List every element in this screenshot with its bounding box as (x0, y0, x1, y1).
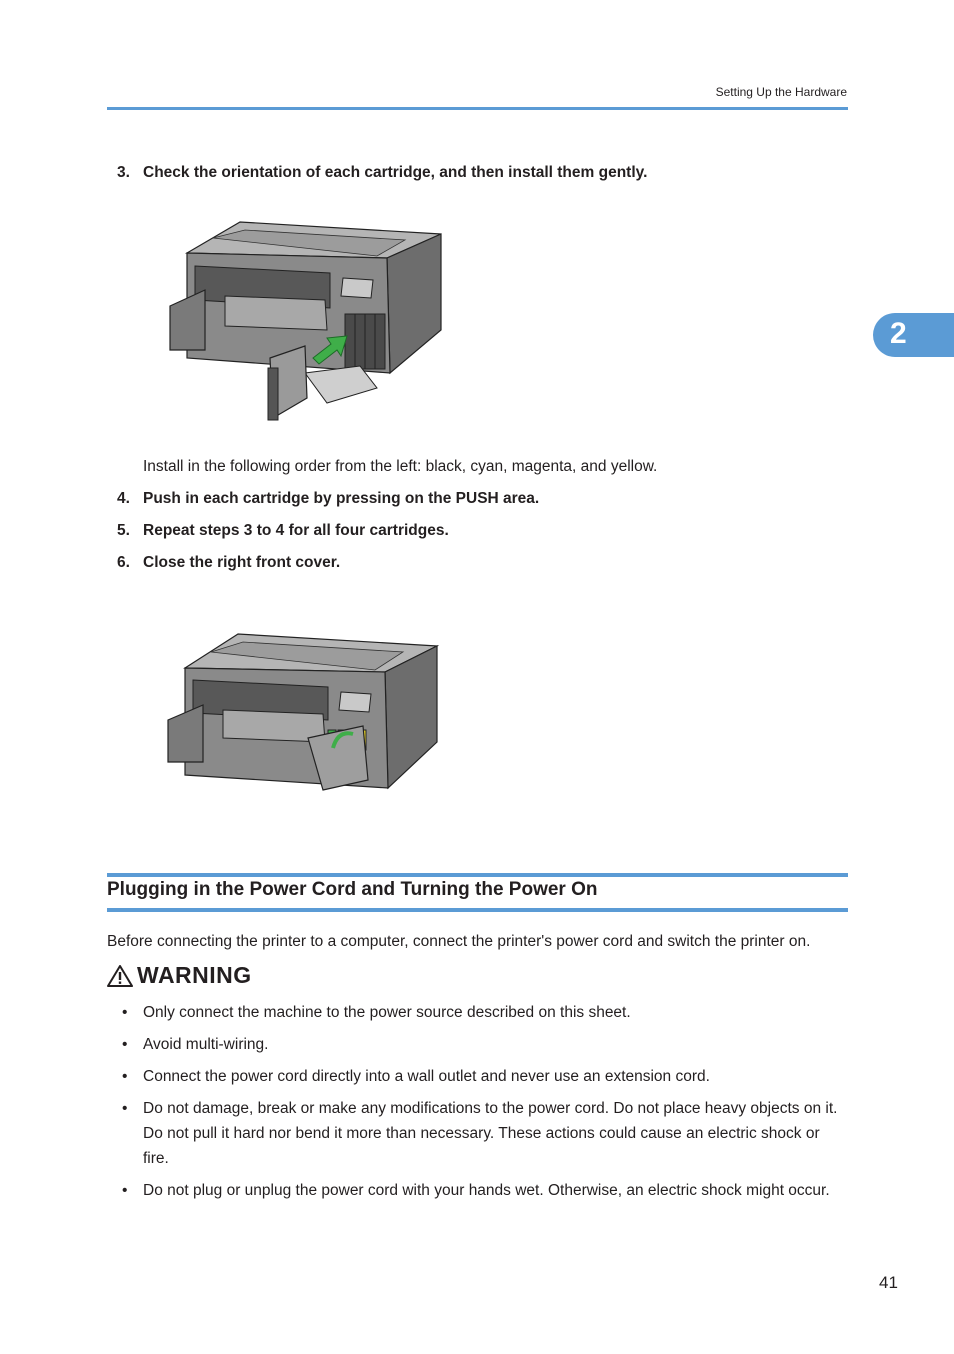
bullet-icon: • (122, 1100, 128, 1117)
step-6 (107, 554, 340, 572)
list-item (107, 1064, 848, 1089)
printer-close-cover-illustration (163, 630, 443, 795)
section-intro: Before connecting the printer to a computer, connect the printer's power cord and switch the printer on. (107, 933, 811, 950)
step-3 (107, 164, 647, 182)
step-text: Repeat steps 3 to 4 for all four cartridges. (143, 522, 449, 539)
step-number: 3. (117, 164, 130, 181)
list-item (107, 1096, 848, 1171)
bullet-icon: • (122, 1036, 128, 1053)
step-number: 4. (117, 490, 130, 507)
chapter-tab (873, 313, 954, 357)
section-rule-bottom (107, 908, 848, 912)
list-item-text: Avoid multi-wiring. (143, 1036, 269, 1053)
step-text: Close the right front cover. (143, 554, 341, 571)
warning-label: WARNING (137, 962, 252, 988)
step-3-note: Install in the following order from the left: black, cyan, magenta, and yellow. (143, 458, 658, 475)
warning-heading (107, 962, 252, 989)
page-number: 41 (879, 1273, 898, 1292)
printer-install-cartridge-illustration (165, 218, 445, 428)
list-item (107, 1032, 848, 1057)
chapter-number: 2 (890, 317, 907, 350)
list-item-text: Only connect the machine to the power source described on this sheet. (143, 1004, 631, 1021)
warning-triangle-icon (107, 964, 133, 988)
section-rule-top (107, 873, 848, 877)
step-text: Check the orientation of each cartridge, and then install them gently. (143, 164, 648, 181)
bullet-icon: • (122, 1068, 128, 1085)
bullet-icon: • (122, 1004, 128, 1021)
list-item (107, 1000, 848, 1025)
step-4 (107, 490, 539, 508)
step-5 (107, 522, 449, 540)
warning-list (107, 1000, 848, 1210)
list-item (107, 1178, 848, 1203)
step-text: Push in each cartridge by pressing on the PUSH area. (143, 490, 540, 507)
list-item-text: Connect the power cord directly into a wall outlet and never use an extension cord. (143, 1068, 710, 1085)
list-item-text: Do not plug or unplug the power cord with your hands wet. Otherwise, an electric shock might occur. (143, 1182, 830, 1199)
running-head: Setting Up the Hardware (715, 85, 847, 99)
bullet-icon: • (122, 1182, 128, 1199)
list-item-text: Do not damage, break or make any modifications to the power cord. Do not place heavy objects on it. Do not pull it hard nor bend it more than necessary. These actions could cause an electric shock or fire. (143, 1100, 838, 1167)
header-rule (107, 107, 848, 110)
step-number: 6. (117, 554, 130, 571)
section-title: Plugging in the Power Cord and Turning the Power On (107, 879, 598, 900)
step-number: 5. (117, 522, 130, 539)
